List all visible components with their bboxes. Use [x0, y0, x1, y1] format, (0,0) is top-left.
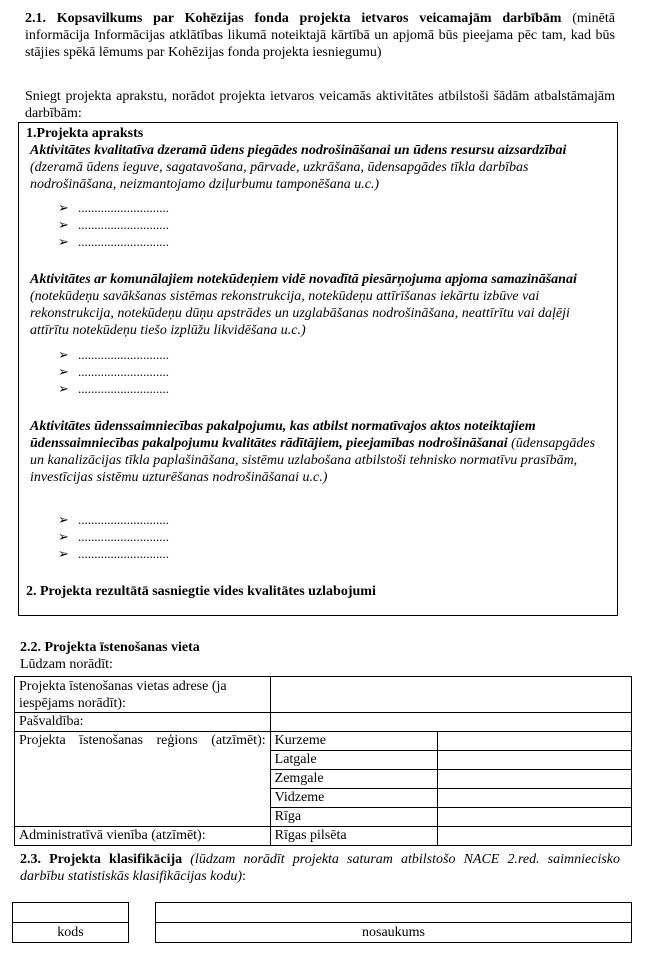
- admin-unit-checkbox[interactable]: [438, 827, 632, 846]
- municipality-input[interactable]: [270, 713, 631, 732]
- bullet-text: ............................: [78, 512, 169, 527]
- list-item: [58, 234, 169, 250]
- region-option: Latgale: [270, 751, 438, 770]
- activity-3-title: Aktivitātes ūdenssaimniecības pakalpojumu, kas atbilst normatīvajos aktos noteiktajiem ūdenssaimniecības pakalpojumu kvalitātes rādītājiem, pieejamības nodrošināšanai: [30, 419, 536, 451]
- arrow-bullet-icon: ➢: [58, 546, 69, 561]
- list-item: [58, 381, 169, 397]
- list-item: [58, 546, 169, 562]
- arrow-bullet-icon: ➢: [58, 217, 69, 232]
- bullet-text: ............................: [78, 217, 169, 232]
- section-2-3-note: (lūdzam norādīt projekta saturam atbilstošo NACE 2.red. saimniecisko darbību statistiskās klasifikācijas kodu): [20, 852, 620, 884]
- bullet-text: ............................: [78, 200, 169, 215]
- section-2-1-intro: Sniegt projekta aprakstu, norādot projekta ietvaros veicamās aktivitātes atbilstoši šādām atbalstāmajām darbībām:: [25, 89, 615, 121]
- region-label-text: Projekta īstenošanas reģions (atzīmēt):: [19, 733, 266, 748]
- region-checkbox[interactable]: [438, 789, 632, 808]
- nace-code-input[interactable]: [12, 902, 129, 923]
- activity-3: [30, 418, 600, 486]
- arrow-bullet-icon: ➢: [58, 200, 69, 215]
- section-2-2-title: 2.2. Projekta īstenošanas vieta: [20, 640, 200, 655]
- bullet-text: ............................: [78, 364, 169, 379]
- arrow-bullet-icon: ➢: [58, 381, 69, 396]
- arrow-bullet-icon: ➢: [58, 234, 69, 249]
- nace-name-input[interactable]: [155, 902, 632, 923]
- region-option: Rīga: [270, 808, 438, 827]
- nace-code-label: kods: [12, 922, 129, 943]
- region-checkbox[interactable]: [438, 751, 632, 770]
- nace-name-label: nosaukums: [155, 922, 632, 943]
- bullet-text: ............................: [78, 234, 169, 249]
- list-item: [58, 529, 169, 545]
- activity-1-title: Aktivitātes kvalitatīva dzeramā ūdens piegādes nodrošināšanai un ūdens resursu aizsardzībai: [30, 143, 567, 158]
- activity-2-title: Aktivitātes ar komunālajiem notekūdeņiem vidē novadītā piesārņojuma apjoma samazināšanai: [30, 272, 577, 287]
- region-checkbox[interactable]: [438, 808, 632, 827]
- activity-2-desc: (notekūdeņu savākšanas sistēmas rekonstrukcija, notekūdeņu attīrīšanas iekārtu izbūve vai rekonstrukcija, notekūdeņu dūņu apstrādes un uzglabāšanas nodrošināšana, neattīrītu vai daļēji attīrītu notekūdeņu tiešo izplūžu likvidēšana u.c.): [30, 289, 570, 338]
- bullet-text: ............................: [78, 381, 169, 396]
- bullet-text: ............................: [78, 546, 169, 561]
- region-label: [15, 732, 271, 827]
- activity-1: [30, 142, 600, 193]
- section-2-1-note: (minētā informācija Informācijas atklātības likumā noteiktajā kārtībā un apjomā būs pieejama pēc tam, kad būs stājies spēkā lēmums par Kohēzijas fonda projekta iesniegumu): [25, 11, 615, 60]
- address-input[interactable]: [270, 677, 631, 713]
- section-2-1-title: 2.1. Kopsavilkums par Kohēzijas fonda projekta ietvaros veicamajām darbībām: [25, 11, 562, 26]
- admin-unit-option: Rīgas pilsēta: [270, 827, 438, 846]
- arrow-bullet-icon: ➢: [58, 347, 69, 362]
- section-2-3-title: 2.3. Projekta klasifikācija: [20, 852, 183, 867]
- region-option: Vidzeme: [270, 789, 438, 808]
- admin-unit-label: Administratīvā vienība (atzīmēt):: [15, 827, 271, 846]
- section-2-3-colon: :: [242, 869, 246, 884]
- activity-2: [30, 271, 600, 339]
- arrow-bullet-icon: ➢: [58, 512, 69, 527]
- address-label: Projekta īstenošanas vietas adrese (ja iespējams norādīt):: [15, 677, 271, 713]
- location-table: [14, 676, 632, 846]
- bullet-text: ............................: [78, 529, 169, 544]
- region-option: Kurzeme: [270, 732, 438, 751]
- list-item: [58, 347, 169, 363]
- box-heading-1: 1.Projekta apraksts: [26, 126, 144, 141]
- list-item: [58, 217, 169, 233]
- bullet-text: ............................: [78, 347, 169, 362]
- section-2-1-header: [25, 10, 615, 61]
- list-item: [58, 512, 169, 528]
- region-option: Zemgale: [270, 770, 438, 789]
- section-2-3-header: [20, 851, 620, 885]
- region-checkbox[interactable]: [438, 732, 632, 751]
- section-2-2-prompt: Lūdzam norādīt:: [20, 657, 113, 672]
- municipality-label: Pašvaldība:: [15, 713, 271, 732]
- list-item: [58, 200, 169, 216]
- region-checkbox[interactable]: [438, 770, 632, 789]
- box-heading-2: 2. Projekta rezultātā sasniegtie vides kvalitātes uzlabojumi: [26, 584, 376, 599]
- list-item: [58, 364, 169, 380]
- activity-3-desc: (ūdensapgādes un kanalizācijas tīkla paplašināšana, sistēmu uzlabošana atbilstoši tehnisko normatīvu prasībām, investīcijas sistēmu uzturēšanas nodrošināšanai u.c.): [30, 436, 596, 485]
- activity-1-desc: (dzeramā ūdens ieguve, sagatavošana, pārvade, uzkrāšana, ūdensapgādes tīkla darbības nodrošināšana, neizmantojamo dziļurbumu tamponēšana u.c.): [30, 160, 529, 192]
- arrow-bullet-icon: ➢: [58, 364, 69, 379]
- arrow-bullet-icon: ➢: [58, 529, 69, 544]
